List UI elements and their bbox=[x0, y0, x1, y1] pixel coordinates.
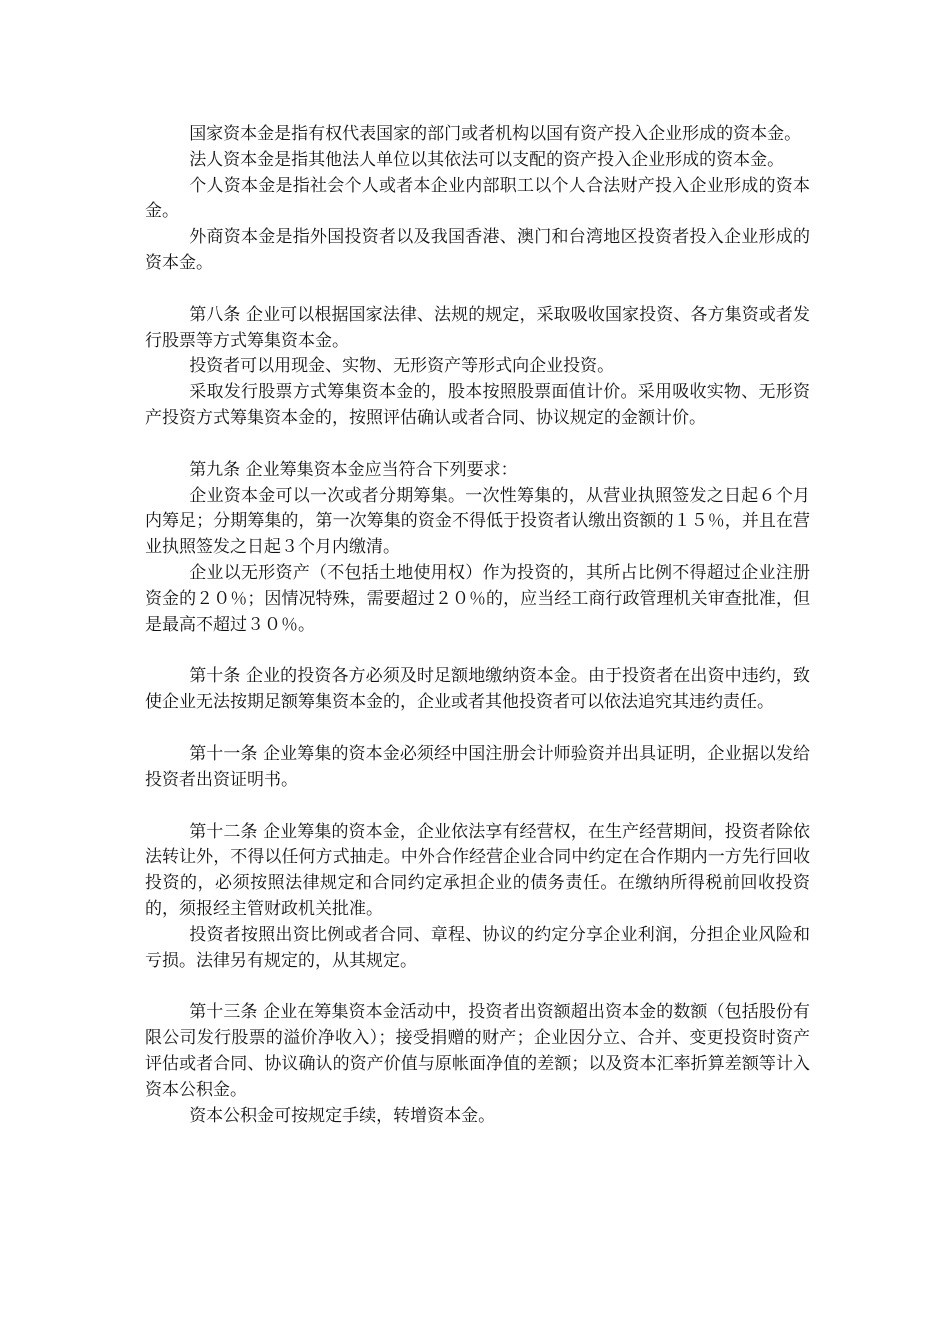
paragraph: 个人资本金是指社会个人或者本企业内部职工以个人合法财产投入企业形成的资本金。 bbox=[145, 175, 810, 222]
paragraph: 第八条 企业可以根据国家法律、法规的规定，采取吸收国家投资、各方集资或者发行股票等方式筹集资本金。 bbox=[145, 304, 810, 351]
section-capital-types bbox=[145, 122, 810, 277]
section-article-12 bbox=[145, 820, 810, 975]
section-article-9 bbox=[145, 458, 810, 639]
paragraph: 第十二条 企业筹集的资本金，企业依法享有经营权，在生产经营期间，投资者除依法转让外，不得以任何方式抽走。中外合作经营企业合同中约定在合作期内一方先行回收投资的，必须按照法律规定和合同约定承担企业的债务责任。在缴纳所得税前回收投资的，须报经主管财政机关批准。 bbox=[145, 821, 810, 919]
paragraph: 法人资本金是指其他法人单位以其依法可以支配的资产投入企业形成的资本金。 bbox=[189, 149, 785, 170]
section-article-11 bbox=[145, 742, 810, 794]
paragraph: 投资者按照出资比例或者合同、章程、协议的约定分享企业利润，分担企业风险和亏损。法律另有规定的，从其规定。 bbox=[145, 924, 810, 971]
paragraph: 采取发行股票方式筹集资本金的，股本按照股票面值计价。采用吸收实物、无形资产投资方式筹集资本金的，按照评估确认或者合同、协议规定的金额计价。 bbox=[145, 382, 810, 428]
paragraph: 第九条 企业筹集资本金应当符合下列要求： bbox=[189, 459, 518, 480]
document-body bbox=[145, 122, 810, 1155]
paragraph: 第十条 企业的投资各方必须及时足额地缴纳资本金。由于投资者在出资中违约，致使企业无法按期足额筹集资本金的，企业或者其他投资者可以依法追究其违约责任。 bbox=[145, 666, 810, 713]
paragraph: 外商资本金是指外国投资者以及我国香港、澳门和台湾地区投资者投入企业形成的资本金。 bbox=[145, 227, 810, 273]
paragraph: 第十一条 企业筹集的资本金必须经中国注册会计师验资并出具证明，企业据以发给投资者出资证明书。 bbox=[145, 743, 810, 790]
paragraph: 企业资本金可以一次或者分期筹集。一次性筹集的，从营业执照签发之日起６个月内筹足；分期筹集的，第一次筹集的资金不得低于投资者认缴出资额的１５％，并且在营业执照签发之日起３个月内缴清。 bbox=[145, 485, 810, 558]
section-article-10 bbox=[145, 664, 810, 716]
paragraph: 资本公积金可按规定手续，转增资本金。 bbox=[189, 1105, 496, 1126]
section-article-13 bbox=[145, 1000, 810, 1129]
paragraph: 国家资本金是指有权代表国家的部门或者机构以国有资产投入企业形成的资本金。 bbox=[189, 124, 802, 144]
section-article-8 bbox=[145, 303, 810, 432]
paragraph: 第十三条 企业在筹集资本金活动中，投资者出资额超出资本金的数额（包括股份有限公司发行股票的溢价净收入）；接受捐赠的财产；企业因分立、合并、变更投资时资产评估或者合同、协议确认的资产价值与原帐面净值的差额；以及资本汇率折算差额等计入资本公积金。 bbox=[145, 1002, 810, 1100]
paragraph: 投资者可以用现金、实物、无形资产等形式向企业投资。 bbox=[189, 356, 615, 377]
paragraph: 企业以无形资产（不包括土地使用权）作为投资的，其所占比例不得超过企业注册资金的２０％；因情况特殊，需要超过２０％的，应当经工商行政管理机关审查批准，但是最高不超过３０％。 bbox=[145, 562, 810, 635]
